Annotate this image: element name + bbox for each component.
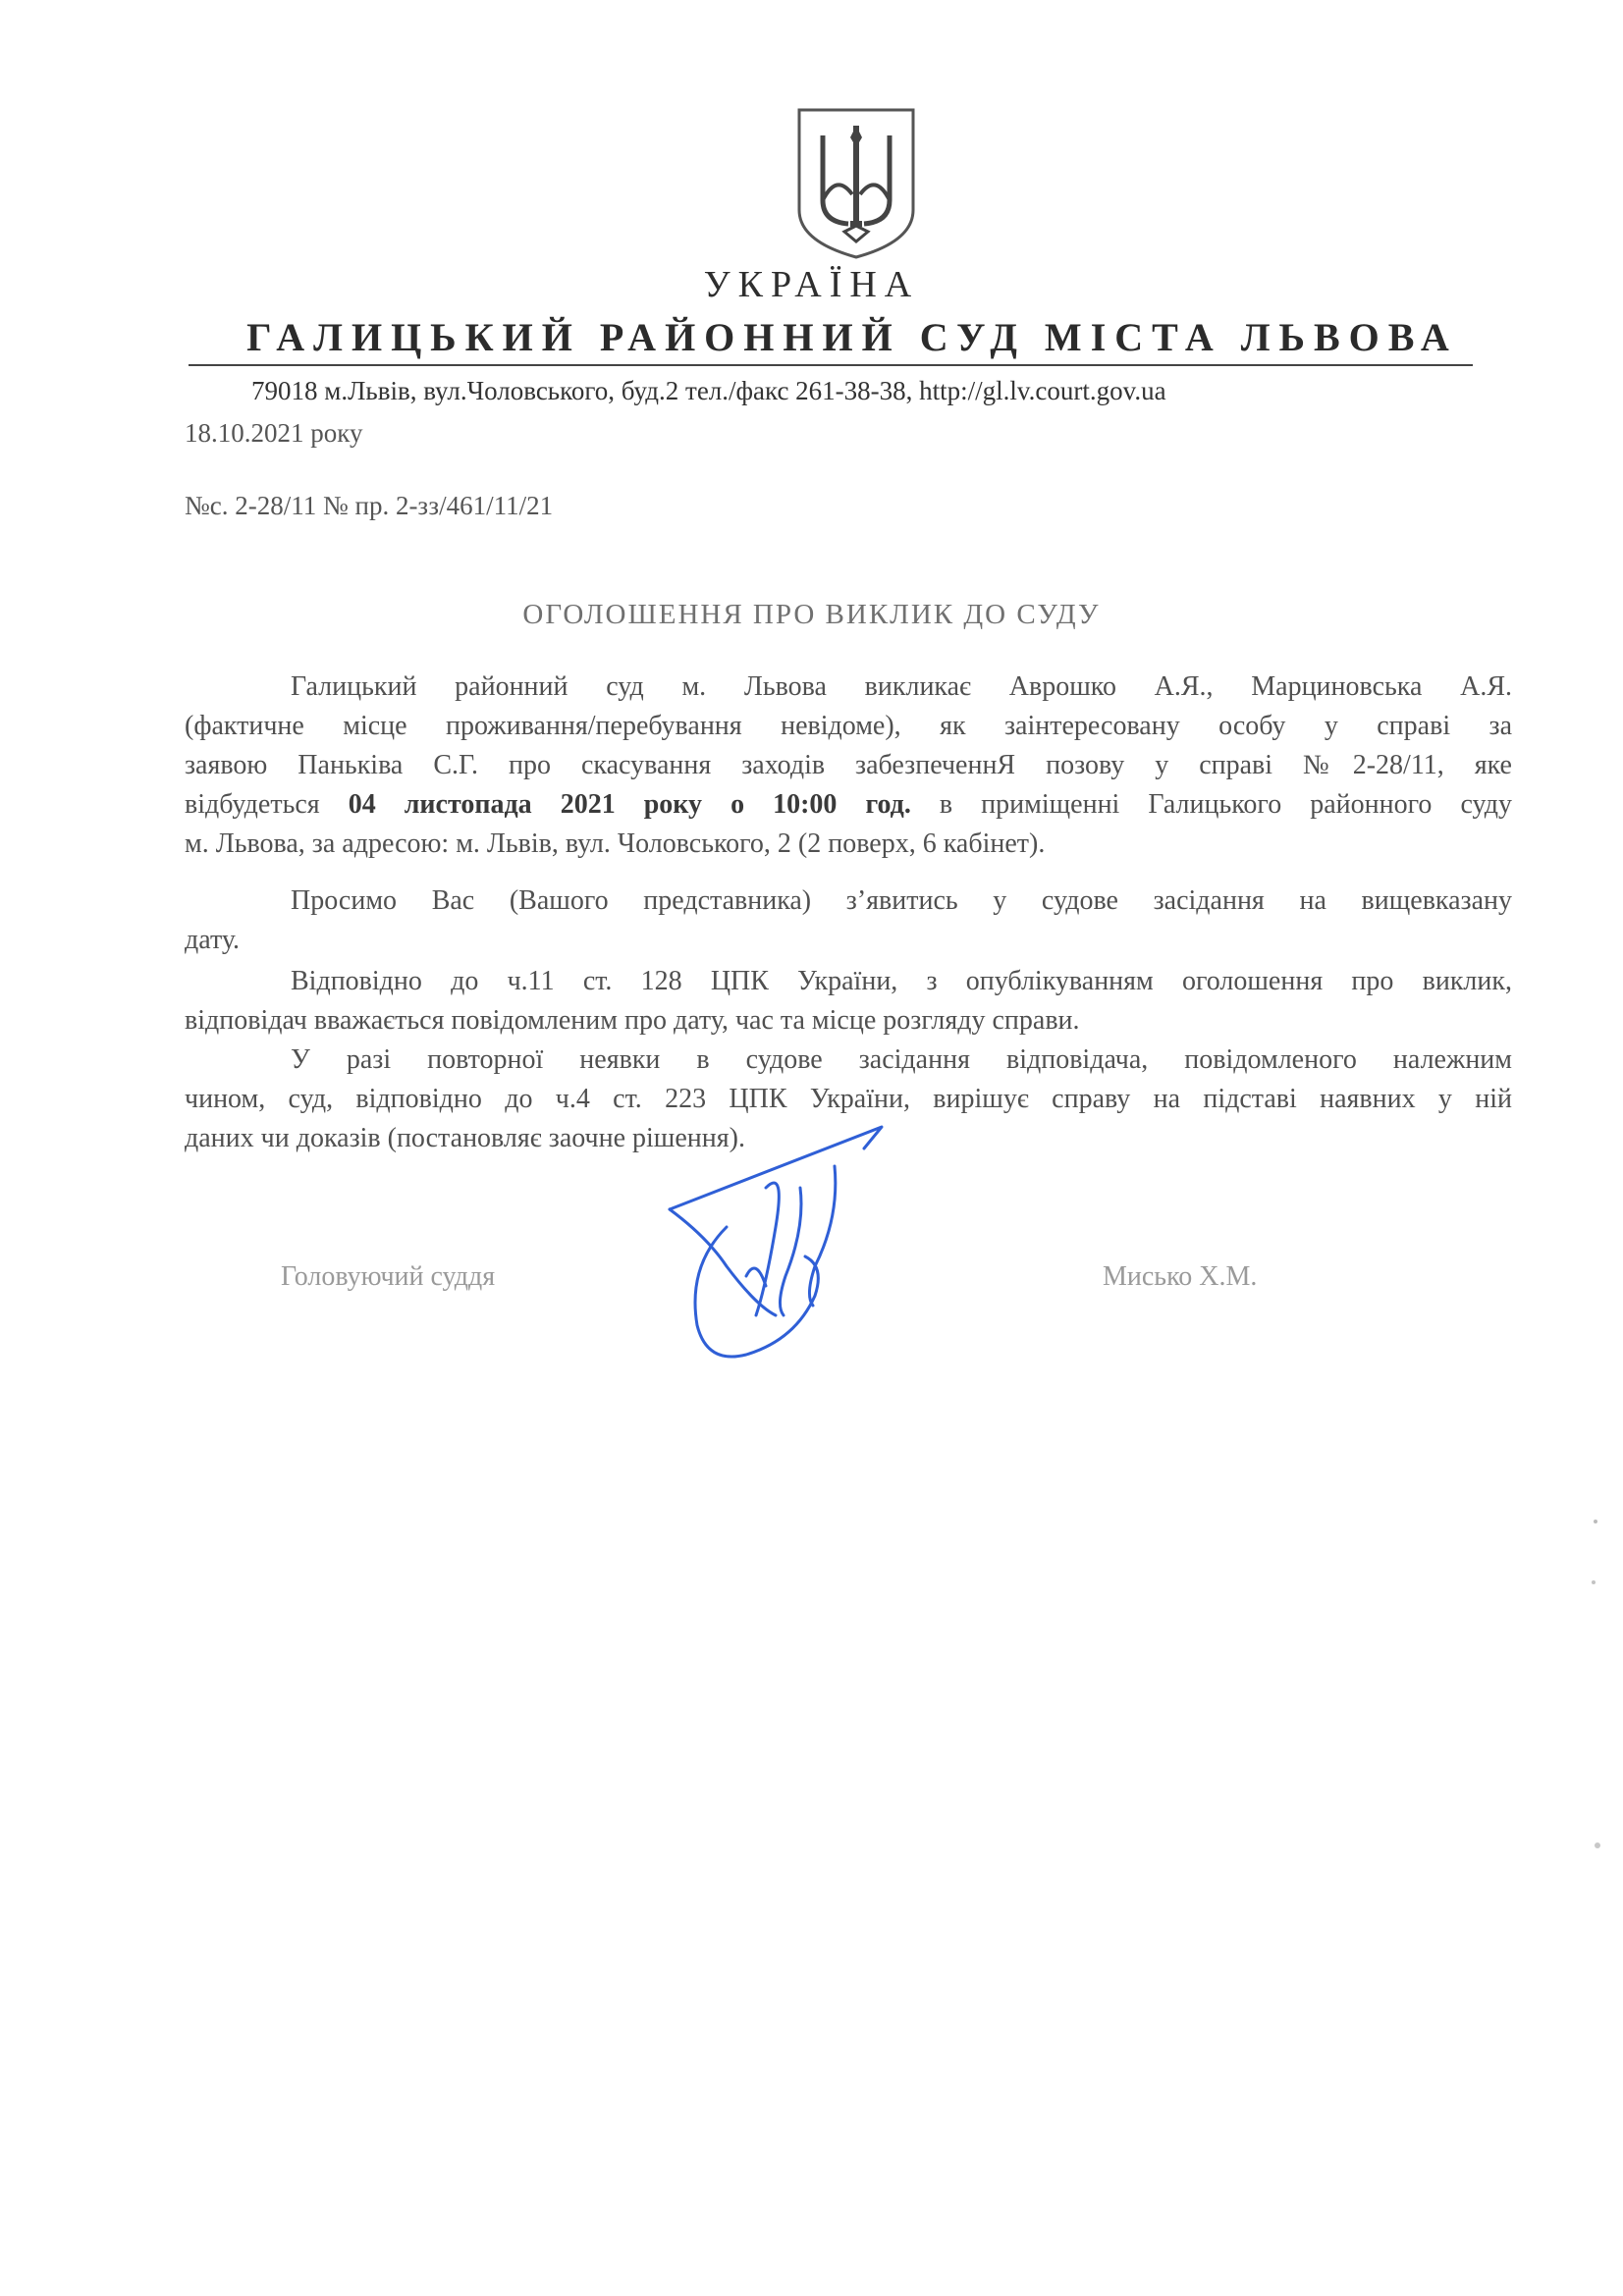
paragraph-line: (фактичне місце проживання/перебування невідоме), як заінтересовану особу у справі за (185, 711, 1512, 741)
paragraph-line: Просимо Вас (Вашого представника) з’явитись у судове засідання на вищевказану (291, 885, 1512, 916)
paragraph-line: даних чи доказів (постановляє заочне рішення). (185, 1123, 745, 1153)
signatory-name: Мисько Х.М. (1103, 1261, 1258, 1292)
paragraph-summons (185, 667, 1512, 864)
paragraph-line: Галицький районний суд м. Львова викликає Аврошко А.Я., Марциновська А.Я. (291, 671, 1512, 702)
paragraph-line: заявою Паньківа С.Г. про скасування заходів забезпеченнЯ позову у справі №2-28/11, яке (185, 750, 1512, 780)
document-title: ОГОЛОШЕННЯ ПРО ВИКЛИК ДО СУДУ (522, 599, 1101, 630)
paragraph-line: чином, суд, відповідно до ч.4 ст. 223 ЦПК України, вирішує справу на підставі наявних у ній (185, 1084, 1512, 1114)
paragraph-legal-basis (185, 962, 1512, 1041)
paragraph-line (185, 785, 1512, 825)
hearing-place-start: в приміщенні Галицького районного суду (910, 789, 1512, 820)
coat-of-arms-trident-icon (793, 104, 919, 261)
court-contacts: 79018 м.Львів, вул.Чоловського, буд.2 тел./факс 261-38-38, http://gl.lv.court.gov.ua (251, 376, 1166, 405)
hearing-datetime: 04 листопада 2021 року о 10:00 год. (348, 789, 911, 820)
signatory-position: Головуючий суддя (281, 1261, 496, 1292)
paragraph-line: відповідач вважається повідомленим про дату, час та місце розгляду справи. (185, 1005, 1080, 1036)
paragraph-line: дату. (185, 925, 241, 955)
handwritten-signature (668, 1119, 903, 1374)
case-numbers: №с. 2-28/11 № пр. 2-зз/461/11/21 (185, 491, 554, 520)
hearing-intro: відбудеться (185, 789, 349, 820)
document-date: 18.10.2021 року (185, 418, 363, 448)
paragraph-line: м. Львова, за адресою: м. Львів, вул. Чоловського, 2 (2 поверх, 6 кабінет). (185, 828, 1046, 859)
scan-specks (1586, 1512, 1605, 1885)
court-name-heading: ГАЛИЦЬКИЙ РАЙОННИЙ СУД МІСТА ЛЬВОВА (246, 315, 1458, 359)
country-heading: УКРАЇНА (703, 264, 920, 305)
paragraph-request (185, 881, 1512, 960)
paragraph-line: Відповідно до ч.11 ст. 128 ЦПК України, з опублікуванням оголошення про виклик, (291, 966, 1512, 996)
header-divider (189, 364, 1473, 366)
paragraph-line: У разі повторної неявки в судове засідання відповідача, повідомленого належним (291, 1044, 1512, 1075)
